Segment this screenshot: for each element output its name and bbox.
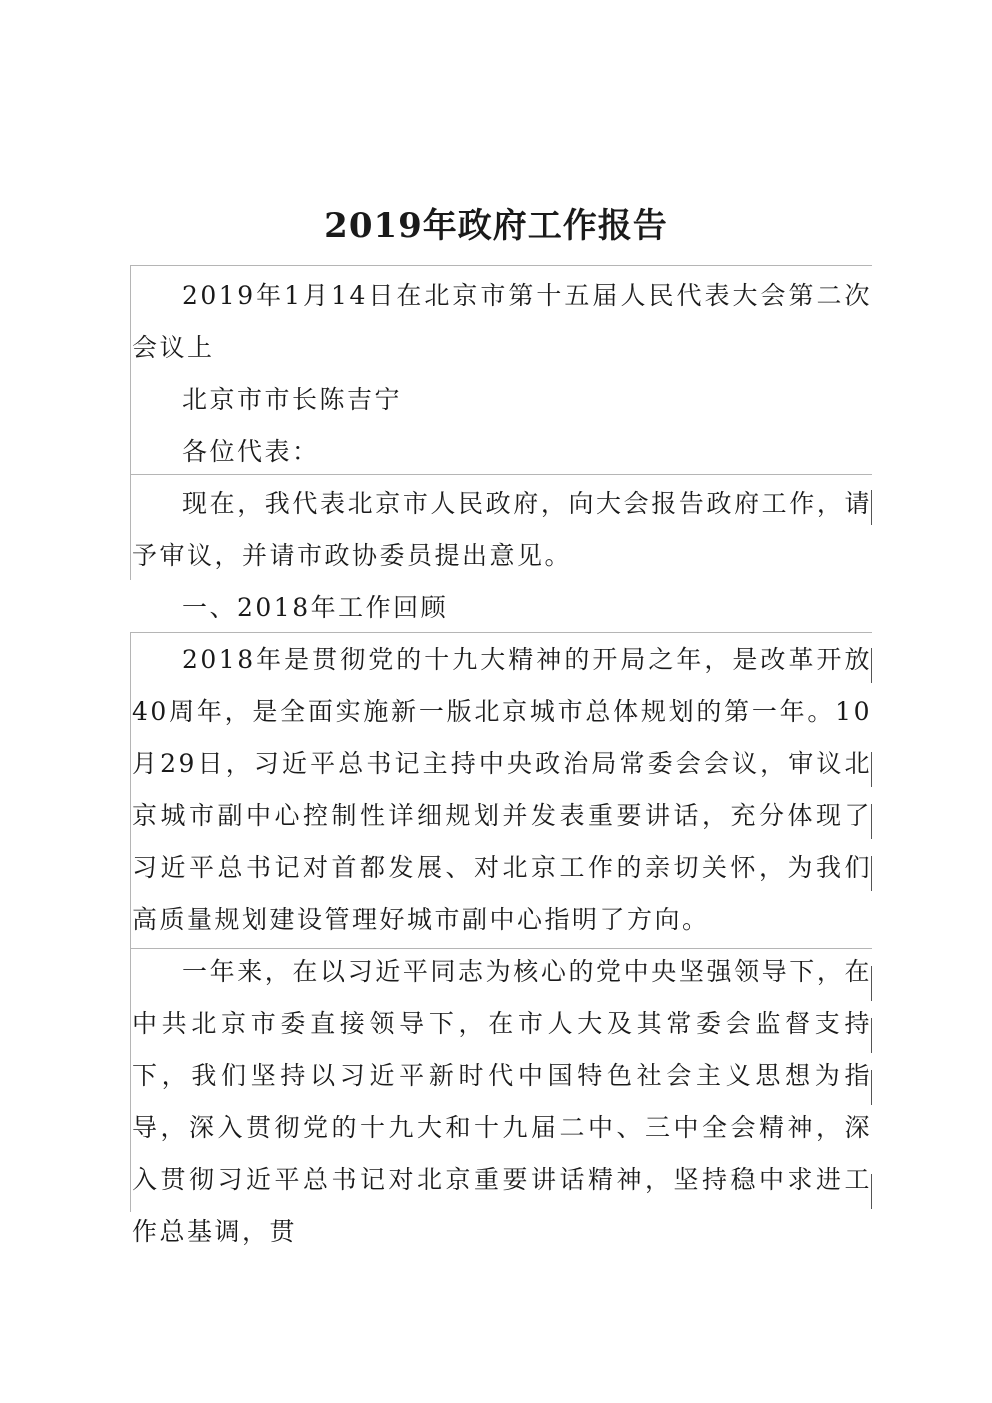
scan-line <box>130 632 131 1212</box>
body-paragraph: 2018年是贯彻党的十九大精神的开局之年，是改革开放40周年，是全面实施新一版北京城市总体规划的第一年。10月29日，习近平总书记主持中央政治局常委会会议，审议北京城市副中心控制性详细规划并发表重要讲话，充分体现了习近平总书记对首都发展、对北京工作的亲切关怀，为我们高质量规划建设管理好城市副中心指明了方向。 <box>132 645 872 934</box>
scan-line <box>130 265 131 580</box>
scan-line <box>130 265 872 266</box>
salutation: 各位代表： <box>182 437 320 466</box>
body-paragraph: 一年来，在以习近平同志为核心的党中央坚强领导下，在中共北京市委直接领导下，在市人大及其常委会监督支持下，我们坚持以习近平新时代中国特色社会主义思想为指导，深入贯彻党的十九大和十九届二中、三中全会精神，深入贯彻习近平总书记对北京重要讲话精神，坚持稳中求进工作总基调，贯 <box>132 957 872 1246</box>
page-title: 2019年政府工作报告 <box>324 205 668 246</box>
speaker-line: 北京市市长陈吉宁 <box>182 385 403 414</box>
opening-paragraph: 现在，我代表北京市人民政府，向大会报告政府工作，请予审议，并请市政协委员提出意见。 <box>132 489 872 570</box>
meeting-info: 2019年1月14日在北京市第十五届人民代表大会第二次会议上 <box>132 281 872 362</box>
document-body <box>132 270 872 1258</box>
section-heading: 一、2018年工作回顾 <box>182 593 449 622</box>
